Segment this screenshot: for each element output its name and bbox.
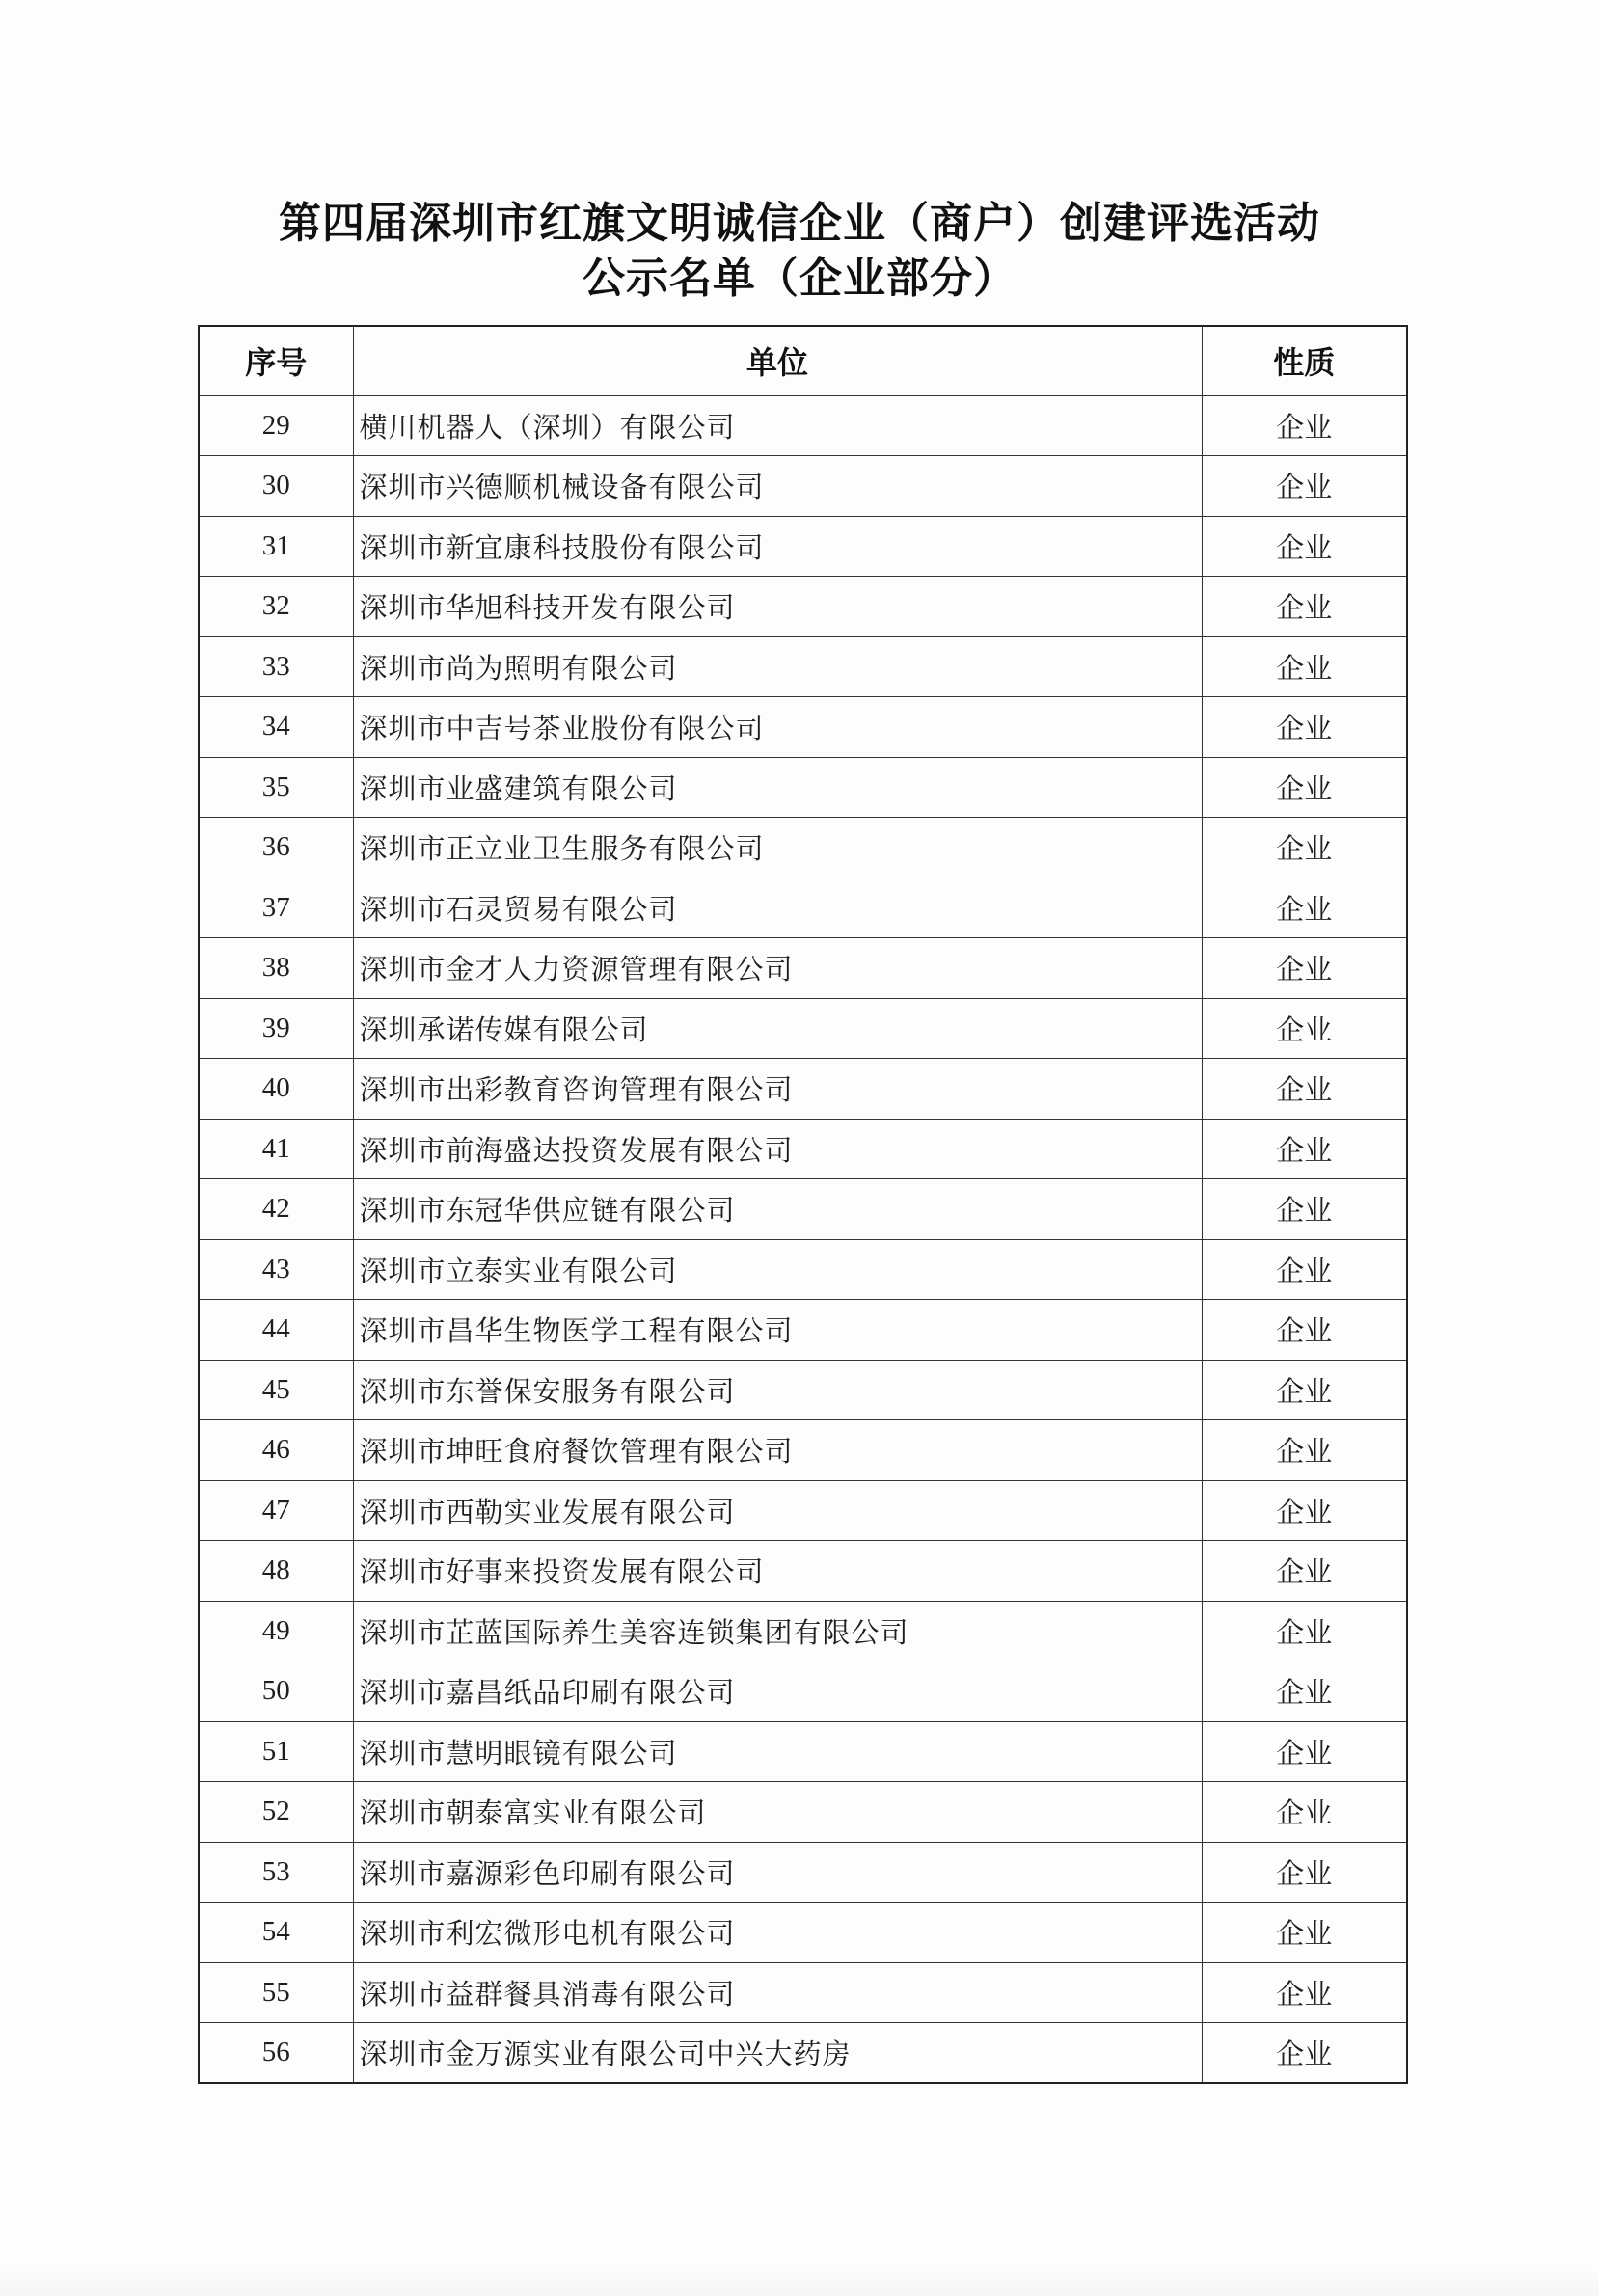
row-nature: 企业 — [1202, 938, 1407, 999]
row-nature: 企业 — [1202, 1059, 1407, 1120]
row-serial-number: 45 — [199, 1360, 353, 1420]
table-row — [199, 1059, 1407, 1120]
table-row — [199, 1962, 1407, 2023]
row-unit-name: 深圳市慧明眼镜有限公司 — [353, 1721, 1202, 1782]
document-title-line1: 第四届深圳市红旗文明诚信企业（商户）创建评选活动 — [279, 199, 1320, 248]
row-serial-number: 32 — [199, 577, 353, 637]
row-unit-name: 深圳市前海盛达投资发展有限公司 — [353, 1119, 1202, 1179]
row-unit-name: 深圳市好事来投资发展有限公司 — [353, 1541, 1202, 1602]
table-row — [199, 516, 1407, 577]
scan-edge-shading — [0, 2267, 1599, 2296]
row-serial-number: 44 — [199, 1300, 353, 1361]
row-nature: 企业 — [1202, 636, 1407, 697]
table-row — [199, 818, 1407, 878]
table-row — [199, 456, 1407, 517]
row-nature: 企业 — [1202, 757, 1407, 818]
row-serial-number: 42 — [199, 1179, 353, 1240]
row-nature: 企业 — [1202, 516, 1407, 577]
table-row — [199, 1239, 1407, 1300]
row-nature: 企业 — [1202, 1300, 1407, 1361]
row-serial-number: 49 — [199, 1601, 353, 1661]
header-nature: 性质 — [1202, 326, 1407, 395]
row-unit-name: 深圳市芷蓝国际养生美容连锁集团有限公司 — [353, 1601, 1202, 1661]
row-serial-number: 56 — [199, 2023, 353, 2084]
row-serial-number: 55 — [199, 1962, 353, 2023]
row-serial-number: 41 — [199, 1119, 353, 1179]
row-nature: 企业 — [1202, 878, 1407, 938]
row-unit-name: 深圳市金万源实业有限公司中兴大药房 — [353, 2023, 1202, 2084]
header-unit: 单位 — [353, 326, 1202, 395]
row-nature: 企业 — [1202, 1541, 1407, 1602]
table-row — [199, 1782, 1407, 1843]
document-title-line2: 公示名单（企业部分） — [583, 254, 1016, 303]
row-nature: 企业 — [1202, 998, 1407, 1059]
row-nature: 企业 — [1202, 1661, 1407, 1722]
table-header-row — [199, 326, 1407, 395]
row-unit-name: 深圳市西勒实业发展有限公司 — [353, 1480, 1202, 1541]
row-nature: 企业 — [1202, 1721, 1407, 1782]
row-unit-name: 深圳市立泰实业有限公司 — [353, 1239, 1202, 1300]
row-unit-name: 深圳市华旭科技开发有限公司 — [353, 577, 1202, 637]
table-row — [199, 757, 1407, 818]
row-nature: 企业 — [1202, 697, 1407, 758]
table-row — [199, 1721, 1407, 1782]
row-unit-name: 深圳市利宏微形电机有限公司 — [353, 1903, 1202, 1963]
row-unit-name: 深圳市石灵贸易有限公司 — [353, 878, 1202, 938]
row-serial-number: 29 — [199, 395, 353, 456]
row-unit-name: 深圳市朝泰富实业有限公司 — [353, 1782, 1202, 1843]
row-nature: 企业 — [1202, 818, 1407, 878]
row-nature: 企业 — [1202, 1962, 1407, 2023]
table-row — [199, 1480, 1407, 1541]
table-row — [199, 1661, 1407, 1722]
table-row — [199, 1179, 1407, 1240]
row-unit-name: 深圳市金才人力资源管理有限公司 — [353, 938, 1202, 999]
row-serial-number: 40 — [199, 1059, 353, 1120]
row-unit-name: 深圳市业盛建筑有限公司 — [353, 757, 1202, 818]
row-unit-name: 深圳市益群餐具消毒有限公司 — [353, 1962, 1202, 2023]
row-unit-name: 深圳市出彩教育咨询管理有限公司 — [353, 1059, 1202, 1120]
row-unit-name: 深圳市嘉源彩色印刷有限公司 — [353, 1842, 1202, 1903]
row-serial-number: 50 — [199, 1661, 353, 1722]
table-row — [199, 1842, 1407, 1903]
row-nature: 企业 — [1202, 1420, 1407, 1481]
row-serial-number: 37 — [199, 878, 353, 938]
row-nature: 企业 — [1202, 1239, 1407, 1300]
row-unit-name: 深圳市尚为照明有限公司 — [353, 636, 1202, 697]
row-unit-name: 深圳市东冠华供应链有限公司 — [353, 1179, 1202, 1240]
row-serial-number: 31 — [199, 516, 353, 577]
table-row — [199, 1300, 1407, 1361]
row-unit-name: 深圳市嘉昌纸品印刷有限公司 — [353, 1661, 1202, 1722]
row-serial-number: 46 — [199, 1420, 353, 1481]
row-serial-number: 52 — [199, 1782, 353, 1843]
row-serial-number: 36 — [199, 818, 353, 878]
row-unit-name: 深圳市中吉号茶业股份有限公司 — [353, 697, 1202, 758]
table-row — [199, 878, 1407, 938]
table-row — [199, 1903, 1407, 1963]
row-nature: 企业 — [1202, 1480, 1407, 1541]
row-nature: 企业 — [1202, 577, 1407, 637]
row-unit-name: 深圳市东誉保安服务有限公司 — [353, 1360, 1202, 1420]
row-nature: 企业 — [1202, 1119, 1407, 1179]
table-row — [199, 395, 1407, 456]
row-nature: 企业 — [1202, 1601, 1407, 1661]
table-row — [199, 1360, 1407, 1420]
table-row — [199, 636, 1407, 697]
row-unit-name: 深圳市昌华生物医学工程有限公司 — [353, 1300, 1202, 1361]
table-row — [199, 998, 1407, 1059]
table-row — [199, 938, 1407, 999]
row-nature: 企业 — [1202, 2023, 1407, 2084]
row-serial-number: 51 — [199, 1721, 353, 1782]
row-serial-number: 35 — [199, 757, 353, 818]
row-serial-number: 34 — [199, 697, 353, 758]
table-row — [199, 697, 1407, 758]
table-row — [199, 1541, 1407, 1602]
table-row — [199, 577, 1407, 637]
row-unit-name: 深圳承诺传媒有限公司 — [353, 998, 1202, 1059]
table-row — [199, 1420, 1407, 1481]
header-serial-number: 序号 — [199, 326, 353, 395]
row-unit-name: 深圳市正立业卫生服务有限公司 — [353, 818, 1202, 878]
row-serial-number: 38 — [199, 938, 353, 999]
row-unit-name: 深圳市新宜康科技股份有限公司 — [353, 516, 1202, 577]
row-nature: 企业 — [1202, 1179, 1407, 1240]
row-nature: 企业 — [1202, 1903, 1407, 1963]
row-serial-number: 43 — [199, 1239, 353, 1300]
row-serial-number: 30 — [199, 456, 353, 517]
table-row — [199, 2023, 1407, 2084]
row-nature: 企业 — [1202, 1782, 1407, 1843]
row-nature: 企业 — [1202, 395, 1407, 456]
row-serial-number: 39 — [199, 998, 353, 1059]
row-serial-number: 33 — [199, 636, 353, 697]
table-row — [199, 1601, 1407, 1661]
table-row — [199, 1119, 1407, 1179]
row-nature: 企业 — [1202, 1360, 1407, 1420]
row-unit-name: 深圳市坤旺食府餐饮管理有限公司 — [353, 1420, 1202, 1481]
row-nature: 企业 — [1202, 456, 1407, 517]
row-unit-name: 横川机器人（深圳）有限公司 — [353, 395, 1202, 456]
row-serial-number: 47 — [199, 1480, 353, 1541]
row-serial-number: 54 — [199, 1903, 353, 1963]
row-unit-name: 深圳市兴德顺机械设备有限公司 — [353, 456, 1202, 517]
roster-table — [198, 325, 1408, 2084]
row-serial-number: 48 — [199, 1541, 353, 1602]
row-serial-number: 53 — [199, 1842, 353, 1903]
table-body — [199, 395, 1407, 2083]
row-nature: 企业 — [1202, 1842, 1407, 1903]
